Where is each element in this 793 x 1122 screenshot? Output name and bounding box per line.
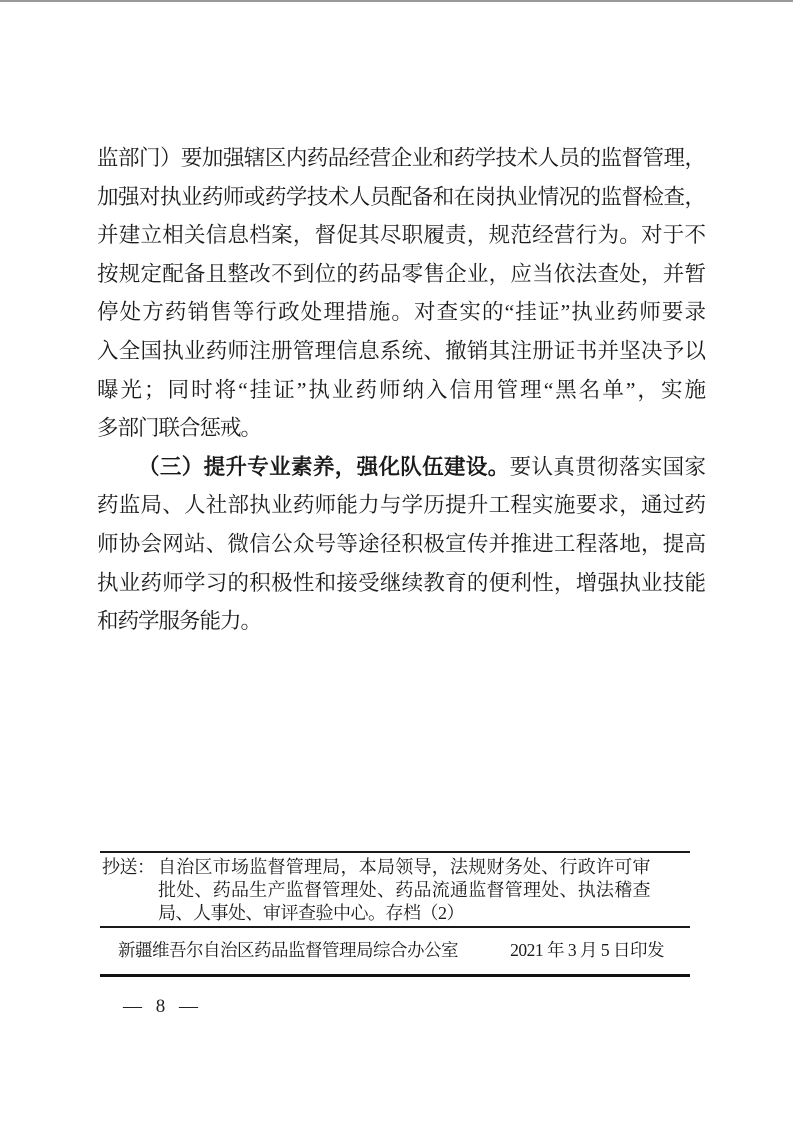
text-line: 师协会网站、微信公众号等途径积极宣传并推进工程落地，提高 [97, 531, 705, 556]
document-footer [100, 851, 690, 1018]
text-line: 入全国执业药师注册管理信息系统、撤销其注册证书并坚决予以 [97, 338, 705, 363]
text-line: 和药学服务能力。 [97, 609, 262, 634]
paragraph-continuation [97, 139, 705, 448]
document-body [97, 139, 705, 641]
text-line: 执业药师学习的积极性和接受继续教育的便利性，增强执业技能 [97, 570, 705, 595]
copy-to-recipients [158, 856, 690, 925]
copy-to-label: 抄送： [102, 857, 155, 877]
text-line [97, 448, 705, 487]
issuing-office: 新疆维吾尔自治区药品监督管理局综合办公室 [118, 940, 458, 960]
page-number: — 8 — [123, 996, 198, 1017]
text-line: 曝光；同时将“挂证”执业药师纳入信用管理“黑名单”，实施 [97, 377, 705, 402]
text-line: 监部门）要加强辖区内药品经营企业和药学技术人员的监督管理， [97, 146, 705, 170]
text-line: 自治区市场监督管理局，本局领导，法规财务处、行政许可审 [158, 857, 650, 877]
bold-heading-segment: （三）提升专业素养，强化队伍建设。 [138, 454, 510, 479]
issuer-row [100, 926, 690, 977]
copy-to-section [100, 851, 690, 926]
paragraph-section-3 [97, 448, 705, 641]
text-line: 按规定配备且整改不到位的药品零售企业，应当依法查处，并暂 [97, 261, 705, 286]
text-line: 药监局、人社部执业药师能力与学历提升工程实施要求，通过药 [97, 493, 705, 518]
scan-edge-artifact [0, 0, 793, 2]
text-line: 停处方药销售等行政处理措施。对查实的“挂证”执业药师要录 [97, 300, 705, 325]
text-line: 批处、药品生产监督管理处、药品流通监督管理处、执法稽查 [158, 880, 650, 900]
print-date: 2021 年 3 月 5 日印发 [510, 940, 664, 960]
text-line: 多部门联合惩戒。 [97, 416, 262, 441]
text-line: 加强对执业药师或药学技术人员配备和在岗执业情况的监督检查， [97, 184, 705, 209]
text-segment: 要认真贯彻落实国家 [509, 454, 705, 479]
text-line: 局、人事处、审评查验中心。存档（2） [158, 903, 464, 923]
text-line: 并建立相关信息档案，督促其尽职履责，规范经营行为。对于不 [97, 223, 705, 248]
